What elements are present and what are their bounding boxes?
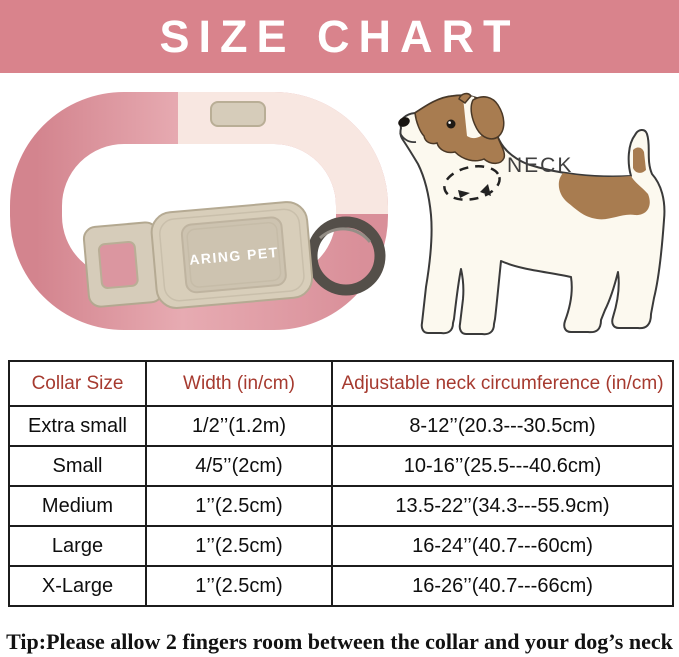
collar-photo bbox=[8, 90, 393, 355]
table-row bbox=[9, 486, 673, 526]
collar-illustration bbox=[8, 90, 393, 355]
dog-eye-glint bbox=[448, 121, 451, 124]
cell-circumference: 10-16’’(25.5---40.6cm) bbox=[332, 446, 673, 486]
size-table-header-row bbox=[9, 361, 673, 406]
neck-label: NECK bbox=[507, 154, 574, 177]
cell-width: 1’’(2.5cm) bbox=[146, 566, 332, 606]
cell-circumference: 16-24’’(40.7---60cm) bbox=[332, 526, 673, 566]
table-row bbox=[9, 526, 673, 566]
cell-size: Small bbox=[9, 446, 146, 486]
cell-size: Extra small bbox=[9, 406, 146, 446]
dog-diagram bbox=[395, 88, 675, 356]
collar-keeper bbox=[211, 102, 265, 126]
dog-illustration bbox=[395, 88, 675, 356]
col-header-collar-size: Collar Size bbox=[9, 361, 146, 406]
collar-buckle bbox=[82, 200, 314, 315]
col-header-circumference: Adjustable neck circumference (in/cm) bbox=[332, 361, 673, 406]
col-header-width: Width (in/cm) bbox=[146, 361, 332, 406]
cell-width: 1/2’’(1.2m) bbox=[146, 406, 332, 446]
table-row bbox=[9, 446, 673, 486]
page-title: SIZE CHART bbox=[159, 10, 520, 62]
title-banner bbox=[0, 0, 679, 73]
dog-eye bbox=[447, 120, 456, 129]
table-row bbox=[9, 566, 673, 606]
collar-webbing bbox=[178, 118, 362, 214]
fit-tip-text: Tip:Please allow 2 fingers room between the collar and your dog’s neck bbox=[6, 629, 673, 654]
cell-width: 4/5’’(2cm) bbox=[146, 446, 332, 486]
cell-size: Medium bbox=[9, 486, 146, 526]
cell-width: 1’’(2.5cm) bbox=[146, 486, 332, 526]
cell-width: 1’’(2.5cm) bbox=[146, 526, 332, 566]
cell-circumference: 8-12’’(20.3---30.5cm) bbox=[332, 406, 673, 446]
cell-size: X-Large bbox=[9, 566, 146, 606]
buckle-brand-label: ARING PET bbox=[188, 243, 280, 268]
cell-circumference: 16-26’’(40.7---66cm) bbox=[332, 566, 673, 606]
size-table bbox=[8, 360, 674, 607]
cell-circumference: 13.5-22’’(34.3---55.9cm) bbox=[332, 486, 673, 526]
cell-size: Large bbox=[9, 526, 146, 566]
table-row bbox=[9, 406, 673, 446]
